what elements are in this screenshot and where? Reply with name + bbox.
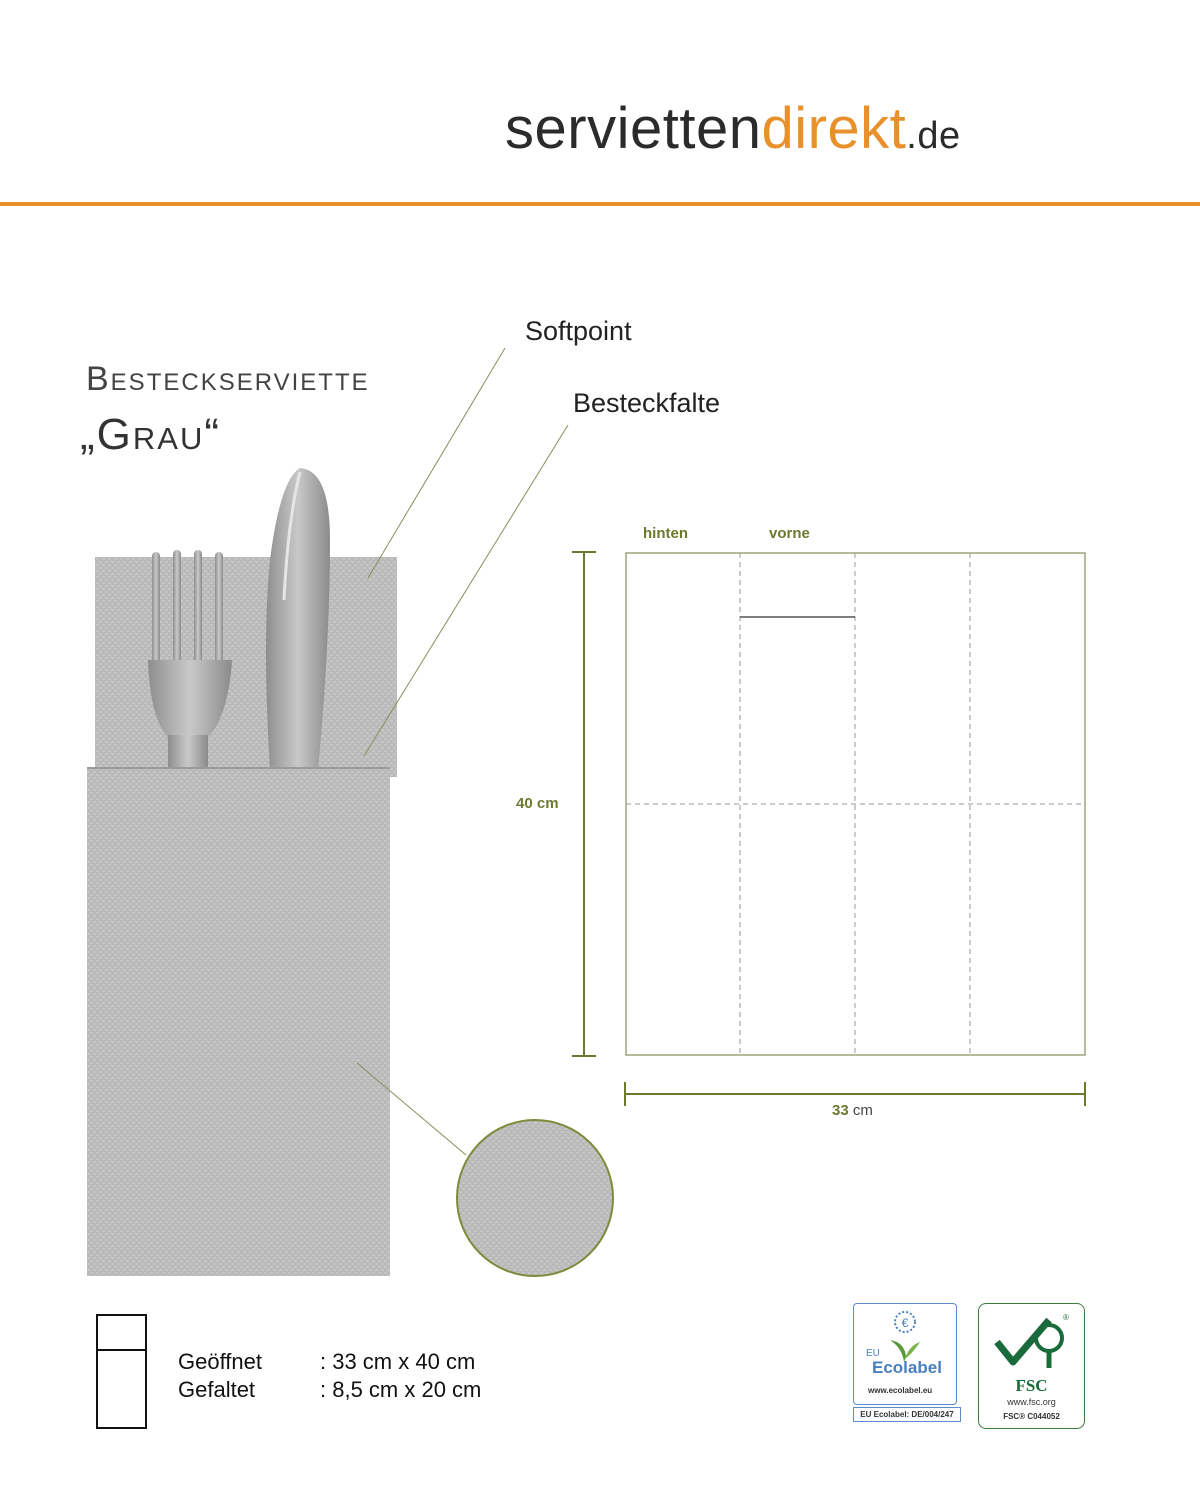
spec-folded-label: Gefaltet [178,1377,256,1402]
width-value: 33 [832,1102,849,1119]
ecolabel-code: EU Ecolabel: DE/004/247 [853,1407,961,1422]
svg-text:€: € [901,1316,909,1330]
knife-icon [266,468,330,770]
label-front: vorne [769,525,810,542]
tree-check-icon [993,1312,1069,1372]
unfolded-icon [96,1314,147,1353]
napkin-back-panel [95,557,397,777]
ecolabel-eu: EU [866,1348,880,1359]
spec-opened-label: Geöffnet [178,1349,262,1374]
callout-softpoint: Softpoint [525,316,632,346]
brand-name-part1: servietten [505,96,762,161]
product-title: Besteckserviette [86,360,370,398]
folded-icon [96,1349,147,1429]
width-unit: cm [852,1102,873,1119]
ecolabel-name: Ecolabel [872,1358,942,1377]
spec-folded-value: : 8,5 cm x 20 cm [320,1377,482,1402]
fsc-code: FSC® C044052 [1003,1412,1060,1421]
fsc-url: www.fsc.org [1007,1397,1056,1407]
brand-tld: .de [906,115,961,157]
product-color-name: „Grau“ [80,410,221,459]
fsc-badge [978,1303,1085,1429]
width-label [832,1102,873,1119]
fsc-name: FSC [1015,1376,1048,1395]
texture-zoom [450,1115,620,1285]
fold-diagram [626,553,1085,1055]
label-back: hinten [643,525,688,542]
ecolabel-url: www.ecolabel.eu [868,1386,933,1395]
spec-opened-value: : 33 cm x 40 cm [320,1349,476,1374]
height-label: 40 cm [516,795,559,812]
callout-besteckfalte: Besteckfalte [573,388,721,418]
height-dimension [572,552,596,1056]
svg-text:®: ® [1063,1313,1069,1322]
napkin-front-panel [87,768,390,1276]
brand-name-part2: direkt [761,96,907,161]
eu-ecolabel-badge [853,1303,959,1427]
